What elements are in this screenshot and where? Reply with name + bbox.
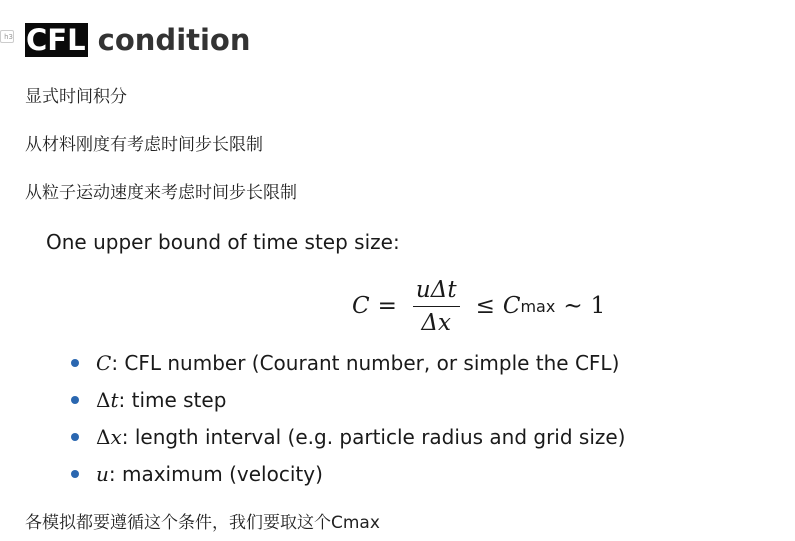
bullet-text: : length interval (e.g. particle radius and grid size)	[121, 425, 626, 449]
bullet-dot-icon	[71, 396, 79, 404]
definition-list	[46, 349, 625, 497]
list-item	[46, 423, 625, 460]
formula-leq: ≤	[475, 293, 495, 319]
page-title	[25, 20, 251, 60]
bullet-symbol-var: t	[110, 388, 119, 412]
formula-equals: =	[377, 293, 397, 319]
bullet-symbol: u	[96, 462, 109, 486]
bullet-symbol-var: x	[110, 425, 122, 449]
slide-intro: One upper bound of time step size:	[46, 230, 400, 254]
formula-sim: ∼	[563, 293, 583, 319]
paragraph-stiffness-limit: 从材料刚度有考虑时间步长限制	[25, 135, 263, 155]
paragraph-footer-note: 各模拟都要遵循这个条件，我们要取这个Cmax	[25, 513, 380, 533]
formula-cmax-sub: max	[520, 296, 556, 316]
bullet-symbol	[96, 425, 122, 449]
bullet-text: : CFL number (Courant number, or simple the CFL)	[111, 351, 620, 375]
list-item	[46, 349, 625, 386]
bullet-symbol	[96, 388, 119, 412]
heading-anchor-tag[interactable]: h3	[0, 30, 14, 43]
paragraph-explicit-integration: 显式时间积分	[25, 87, 127, 107]
paragraph-velocity-limit: 从粒子运动速度来考虑时间步长限制	[25, 183, 297, 203]
cfl-slide-image	[46, 225, 686, 495]
bullet-dot-icon	[71, 433, 79, 441]
list-item	[46, 460, 625, 497]
bullet-dot-icon	[71, 359, 79, 367]
title-highlight: CFL	[26, 23, 86, 57]
formula-numerator: uΔt	[413, 277, 460, 307]
bullet-text: : maximum (velocity)	[108, 462, 323, 486]
bullet-symbol: C	[96, 351, 112, 375]
bullet-symbol-delta: Δ	[96, 388, 111, 412]
title-rest: condition	[87, 23, 251, 57]
formula-rhs: 1	[590, 293, 606, 319]
formula-denominator: Δx	[421, 309, 452, 336]
formula-lhs: C	[352, 293, 370, 319]
bullet-symbol-delta: Δ	[96, 425, 111, 449]
list-item	[46, 386, 625, 423]
formula-fraction	[413, 277, 460, 336]
bullet-dot-icon	[71, 470, 79, 478]
formula-cmax: C	[502, 293, 521, 319]
cfl-formula	[352, 275, 605, 337]
bullet-text: : time step	[118, 388, 227, 412]
